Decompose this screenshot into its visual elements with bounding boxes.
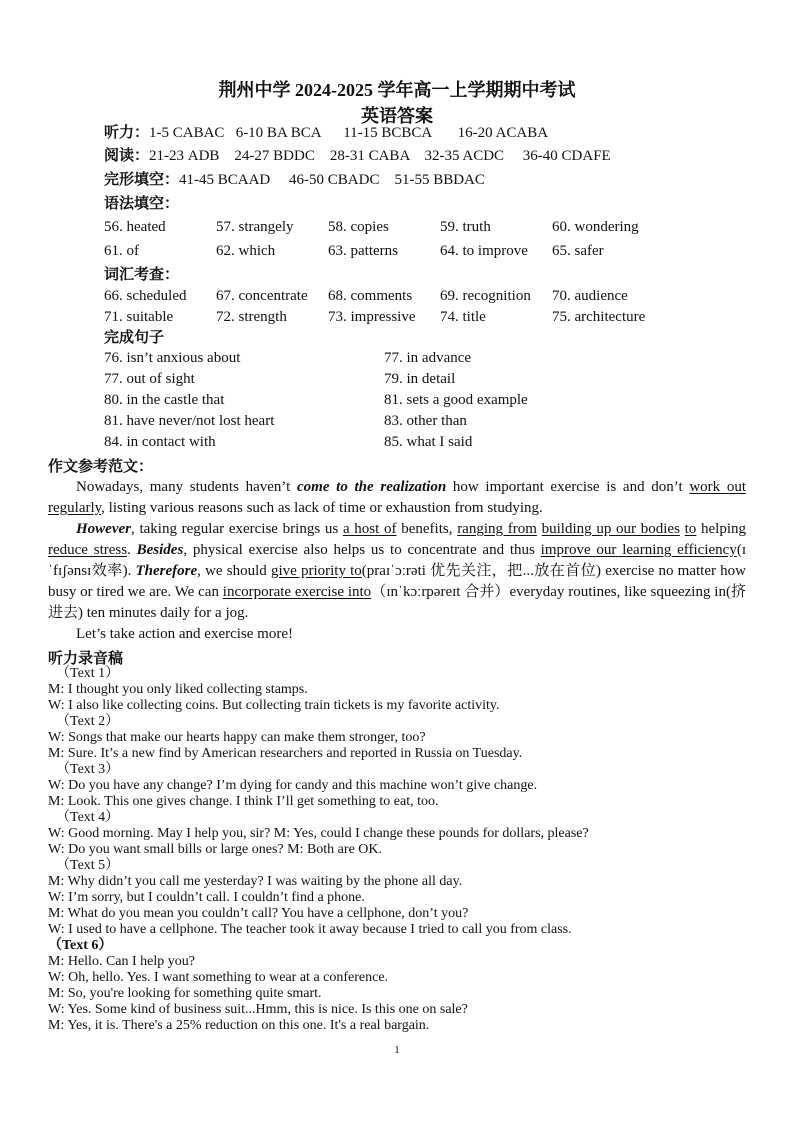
transcript-line: M: Look. This one gives change. I think I’ll get something to eat, too. (48, 794, 439, 809)
grammar-answer: 60. wondering (552, 219, 639, 235)
grammar-answer: 61. of (104, 243, 139, 259)
sentence-answer: 76. isn’t anxious about (104, 350, 241, 366)
transcript-line: W: I’m sorry, but I couldn’t call. I couldn’t find a phone. (48, 890, 365, 905)
essay-body (48, 477, 746, 645)
vocab-answer: 68. comments (328, 288, 413, 304)
transcript-line: W: I used to have a cellphone. The teacher took it away because I tried to call you from class. (48, 922, 572, 937)
listening-label: 听力： (104, 123, 150, 141)
essay-paragraph: Nowadays, many students haven’t come to the realization how important exercise is and don’t work out regularly, listing various reasons such as lack of time or exhaustion from studying. (48, 479, 747, 516)
sentence-answer: 81. have never/not lost heart (104, 413, 275, 429)
document-title: 荆州中学 2024-2025 学年高一上学期期中考试 (218, 80, 576, 100)
listening-answers-row (104, 123, 548, 142)
listening-answers: 1-5 CABAC 6-10 BA BCA 11-15 BCBCA 16-20 ACABA (149, 125, 549, 141)
essay-paragraph: However, taking regular exercise brings us a host of benefits, ranging from building up our bodies to helping reduce stress. Besides, physical exercise also helps us to concentrate and thus improve our learning efficiency(ɪˈfɪʃənsɪ效率). Therefore, we should give priority to(praɪˈɔːrəti 优先关注，把...放在首位) exercise no matter how busy or tired we are. We can incorporate exercise into（ɪnˈkɔːrpəreɪt 合并）everyday routines, like squeezing in(挤进去) ten minutes daily for a jog. (48, 521, 747, 621)
reading-label: 阅读： (104, 146, 150, 164)
sentences-label: 完成句子 (104, 328, 165, 346)
transcript-line: W: Do you have any change? I’m dying for candy and this machine won’t give change. (48, 778, 538, 793)
grammar-answer: 62. which (216, 243, 276, 259)
essay-label: 作文参考范文： (48, 457, 154, 475)
vocab-answer: 67. concentrate (216, 288, 308, 304)
vocab-answer: 73. impressive (328, 309, 416, 325)
transcript-line: M: Why didn’t you call me yesterday? I was waiting by the phone all day. (48, 874, 463, 889)
vocab-answer: 75. architecture (552, 309, 646, 325)
grammar-label: 语法填空： (104, 194, 180, 212)
cloze-answers: 41-45 BCAAD 46-50 CBADC 51-55 BBDAC (179, 172, 485, 188)
transcript-line: （Text 3） (56, 762, 120, 777)
reading-answers: 21-23 ADB 24-27 BDDC 28-31 CABA 32-35 ACDC 36-40 CDAFE (149, 148, 611, 164)
sentence-answer: 77. out of sight (104, 371, 195, 387)
sentence-answer: 80. in the castle that (104, 392, 225, 408)
essay-paragraph: Let’s take action and exercise more! (76, 626, 293, 642)
transcript-line: M: I thought you only liked collecting stamps. (48, 682, 308, 697)
vocab-answer: 70. audience (552, 288, 628, 304)
sentence-answer: 83. other than (384, 413, 467, 429)
grammar-answer: 63. patterns (328, 243, 398, 259)
transcript-line: M: Hello. Can I help you? (48, 954, 195, 969)
transcript-line: M: So, you're looking for something quite smart. (48, 986, 322, 1001)
transcript-line: W: Do you want small bills or large ones? M: Both are OK. (48, 842, 382, 857)
transcript-line: W: Yes. Some kind of business suit...Hmm, this is nice. Is this one on sale? (48, 1002, 468, 1017)
transcript-line: W: Songs that make our hearts happy can make them stronger, too? (48, 730, 426, 745)
vocab-label: 词汇考查： (104, 265, 180, 283)
sentence-answer: 79. in detail (384, 371, 456, 387)
transcript-line: （Text 6） (48, 938, 113, 953)
grammar-answer: 58. copies (328, 219, 389, 235)
vocab-answer: 66. scheduled (104, 288, 187, 304)
vocab-answer: 74. title (440, 309, 486, 325)
transcript-line: （Text 1） (56, 666, 120, 681)
vocab-answer: 69. recognition (440, 288, 531, 304)
transcript-line: （Text 2） (56, 714, 120, 729)
reading-answers-row (104, 146, 611, 165)
grammar-answer: 57. strangely (216, 219, 294, 235)
document-subtitle: 英语答案 (361, 106, 433, 126)
vocab-answer: 71. suitable (104, 309, 174, 325)
transcript-line: （Text 4） (56, 810, 120, 825)
transcript-line: M: Yes, it is. There's a 25% reduction on this one. It's a real bargain. (48, 1018, 430, 1033)
grammar-answer: 59. truth (440, 219, 491, 235)
transcript-line: W: I also like collecting coins. But collecting train tickets is my favorite activity. (48, 698, 500, 713)
grammar-answer: 56. heated (104, 219, 166, 235)
grammar-answer: 64. to improve (440, 243, 528, 259)
cloze-label: 完形填空： (104, 170, 180, 188)
transcript-line: M: Sure. It’s a new find by American researchers and reported in Russia on Tuesday. (48, 746, 523, 761)
sentence-answer: 84. in contact with (104, 434, 216, 450)
sentence-answer: 77. in advance (384, 350, 472, 366)
transcript-line: W: Oh, hello. Yes. I want something to wear at a conference. (48, 970, 389, 985)
transcript-line: M: What do you mean you couldn’t call? You have a cellphone, don’t you? (48, 906, 469, 921)
grammar-answer: 65. safer (552, 243, 604, 259)
transcript-line: W: Good morning. May I help you, sir? M: Yes, could I change these pounds for dollars, please? (48, 826, 589, 841)
sentence-answer: 85. what I said (384, 434, 473, 450)
cloze-answers-row (104, 170, 485, 189)
sentence-answer: 81. sets a good example (384, 392, 528, 408)
page-number: 1 (394, 1044, 400, 1056)
transcript-line: （Text 5） (56, 858, 120, 873)
vocab-answer: 72. strength (216, 309, 287, 325)
transcript-label: 听力录音稿 (48, 649, 124, 667)
